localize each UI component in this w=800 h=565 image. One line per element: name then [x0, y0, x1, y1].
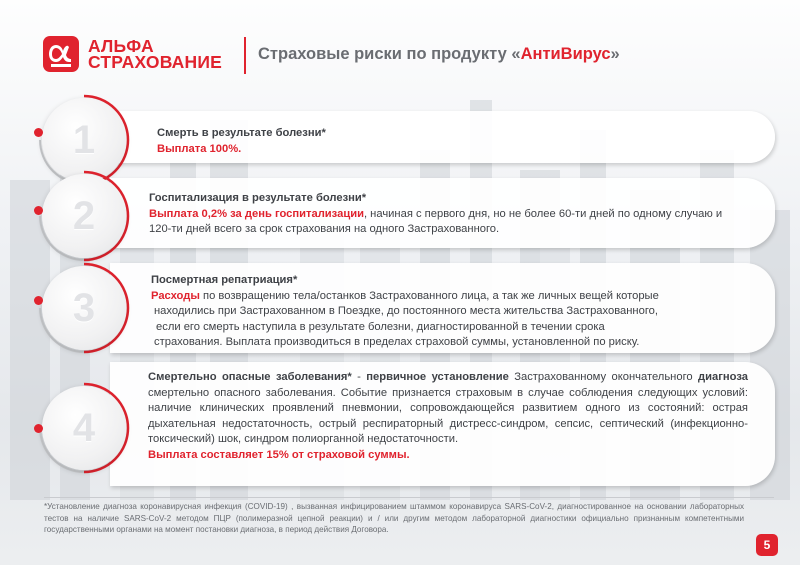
product-name: АнтиВирус — [520, 45, 611, 63]
red-dot — [34, 128, 43, 137]
risk-text-3: Посмертная репатриация* Расходы по возвращению тела/останков Застрахованного лица, а так же личных вещей которые находились при Застрахованном в Поездке, до постоянного места жительства Застрахованного, если его смерть наступила в результате болезни, диагностированной в течении срока страхования. Выплата производиться в пределах страховой суммы, установленной по риску. — [151, 273, 766, 351]
red-dot — [34, 206, 43, 215]
red-dot — [34, 424, 43, 433]
logo-line1: АЛЬФА — [88, 36, 154, 56]
risk-heading-1: Смерть в результате болезни* — [157, 127, 326, 139]
risk-text-4: Смертельно опасные заболевания* - первичное установление Застрахованному окончательного диагноза смертельно опасного заболевания. Событие признается страховым в случае соблюдения следующих условий: наличие клинических проявлений пневмонии, сопровождающейся развитием одного из состояний: острая дыхательная недостаточность, острый респираторный дистресс-синдром, сепсис, септический (инфекционно-токсический) шок, синдром полиорганной недостаточности. Выплата составляет 15% от страховой суммы. — [148, 370, 748, 463]
logo-line2: СТРАХОВАНИЕ — [88, 52, 222, 72]
risk-text-2 — [149, 191, 739, 238]
footnote-divider — [44, 497, 774, 498]
risk-detail-2: , начиная с первого дня, но не более 60-ти дней по одному случаю и 120-ти дней всего за срок страхования на одного Застрахованного. — [149, 207, 723, 235]
risk-number-3: 3 — [72, 286, 96, 330]
risk-heading-4: Смертельно опасные заболевания* — [148, 371, 352, 383]
red-dot — [34, 296, 43, 305]
risk-number-2: 2 — [72, 194, 96, 238]
risk-payout-1: Выплата 100%. — [157, 142, 242, 155]
footnote: *Установление диагноза коронавирусная инфекция (COVID-19) , вызванная инфицированием штаммом коронавируса SARS-CoV-2, диагностированное на основании лабораторных тестов на наличие SARS-CoV-2 методом ПЦР (полимеразной цепной реакции) и / или другим методом лабораторной диагностики официально признанным компетентными государственными органами на момент постановки диагноза, в период действия Договора. — [44, 502, 744, 535]
risk-heading-3: Посмертная репатриация* — [151, 274, 298, 286]
risk-payout-4: Выплата составляет 15% от страховой суммы. — [148, 448, 410, 461]
risk-heading-2: Госпитализация в результате болезни* — [149, 192, 367, 204]
page-number: 5 — [756, 534, 778, 556]
risk-number-1: 1 — [72, 118, 96, 162]
risk-text-1 — [157, 126, 757, 157]
risk-number-4: 4 — [72, 406, 96, 450]
risk-payout-3: Расходы — [151, 289, 200, 302]
header-divider — [244, 37, 246, 74]
alfa-logo — [43, 36, 243, 76]
risk-payout-2: Выплата 0,2% за день госпитализации — [149, 207, 364, 220]
page-title: Страховые риски по продукту «АнтиВирус» — [258, 45, 620, 63]
alfa-logo-icon — [43, 36, 79, 72]
